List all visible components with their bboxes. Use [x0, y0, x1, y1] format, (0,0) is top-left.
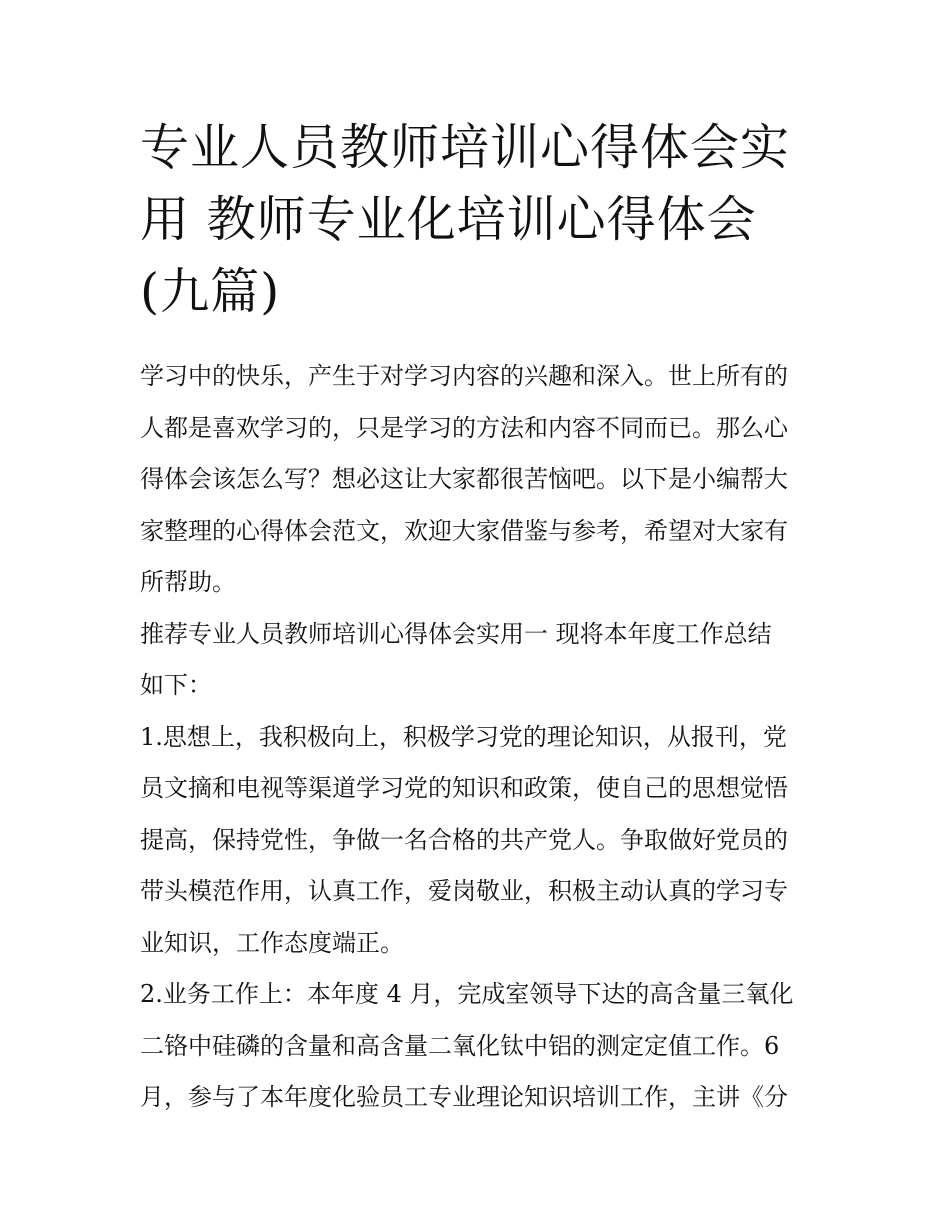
intro-paragraph-line: 得体会该怎么写？想必这让大家都很苦恼吧。以下是小编帮大 [140, 465, 788, 493]
intro-paragraph-line: 所帮助。 [140, 568, 236, 596]
intro-paragraph-line: 家整理的心得体会范文，欢迎大家借鉴与参考，希望对大家有 [140, 516, 788, 545]
item-2-line: 二铬中硅磷的含量和高含量二氧化钛中铝的测定定值工作。6 [140, 1031, 780, 1060]
document-title [140, 112, 820, 328]
item-1-line: 1.思想上，我积极向上，积极学习党的理论知识，从报刊，党 [140, 722, 787, 751]
title-line: 用 教师专业化培训心得体会 [140, 191, 757, 248]
item-2-line: 2.业务工作上：本年度 4 月，完成室领导下达的高含量三氧化 [140, 980, 794, 1008]
item-1-line: 员文摘和电视等渠道学习党的知识和政策，使自己的思想觉悟 [140, 774, 788, 802]
section-heading-line: 如下： [140, 671, 212, 699]
title-line: 专业人员教师培训心得体会实 [140, 119, 791, 176]
item-1-line: 带头模范作用，认真工作，爱岗敬业，积极主动认真的学习专 [140, 877, 788, 905]
intro-paragraph-line: 人都是喜欢学习的，只是学习的方法和内容不同而已。那么心 [140, 413, 788, 442]
document-body [140, 351, 820, 1124]
section-heading-line: 推荐专业人员教师培训心得体会实用一 现将本年度工作总结 [140, 619, 772, 648]
title-line: (九篇) [140, 263, 281, 320]
intro-paragraph-line: 学习中的快乐，产生于对学习内容的兴趣和深入。世上所有的 [140, 362, 788, 390]
item-2-line: 月，参与了本年度化验员工专业理论知识培训工作，主讲《分 [140, 1083, 788, 1111]
item-1-line: 业知识，工作态度端正。 [140, 928, 404, 957]
item-1-line: 提高，保持党性，争做一名合格的共产党人。争取做好党员的 [140, 825, 788, 854]
